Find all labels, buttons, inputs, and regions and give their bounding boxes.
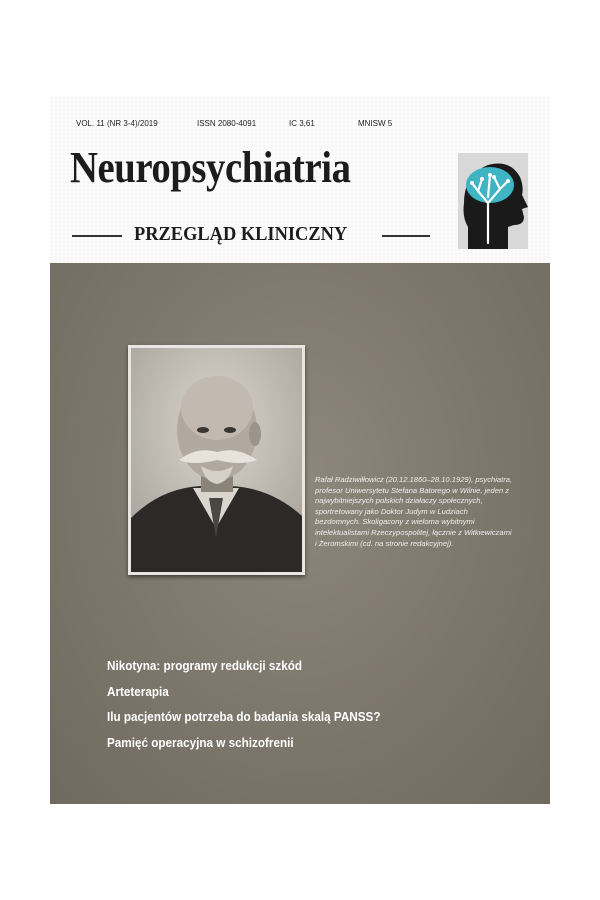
headline-item: Arteterapia xyxy=(107,684,169,699)
volume-info: VOL. 11 (NR 3-4)/2019 xyxy=(76,119,158,128)
masthead xyxy=(50,96,550,263)
mnisw-score: MNISW 5 xyxy=(358,119,393,128)
journal-title: Neuropsychiatria xyxy=(70,143,351,192)
issn-info: ISSN 2080-4091 xyxy=(197,119,257,128)
subtitle-rule-left xyxy=(72,235,122,237)
portrait-photo xyxy=(128,345,305,575)
journal-subtitle: PRZEGLĄD KLINICZNY xyxy=(134,223,348,245)
headline-item: Nikotyna: programy redukcji szkód xyxy=(107,658,303,673)
journal-cover xyxy=(50,96,550,804)
photo-caption: Rafał Radziwiłłowicz (20.12.1860–28.10.1929), psychiatra, profesor Uniwersytetu Stefana Batorego w Wilnie, jeden z najwybitniejszych polskich działaczy społecznych, sportretowany jako Doktor Judym w Ludziach bezdomnych. Skoligacony z wieloma wybitnymi intelektualistami Rzeczypospolitej, łącznie z Witkiewiczami i Żeromskimi (cd. na stronie redakcyjnej). xyxy=(315,475,513,548)
journal-logo-icon xyxy=(458,153,528,249)
cover-body xyxy=(50,263,550,804)
headline-item: Ilu pacjentów potrzeba do badania skalą PANSS? xyxy=(107,709,381,724)
headline-item: Pamięć operacyjna w schizofrenii xyxy=(107,735,294,750)
subtitle-rule-right xyxy=(382,235,430,237)
impact-factor: IC 3,61 xyxy=(289,119,315,128)
